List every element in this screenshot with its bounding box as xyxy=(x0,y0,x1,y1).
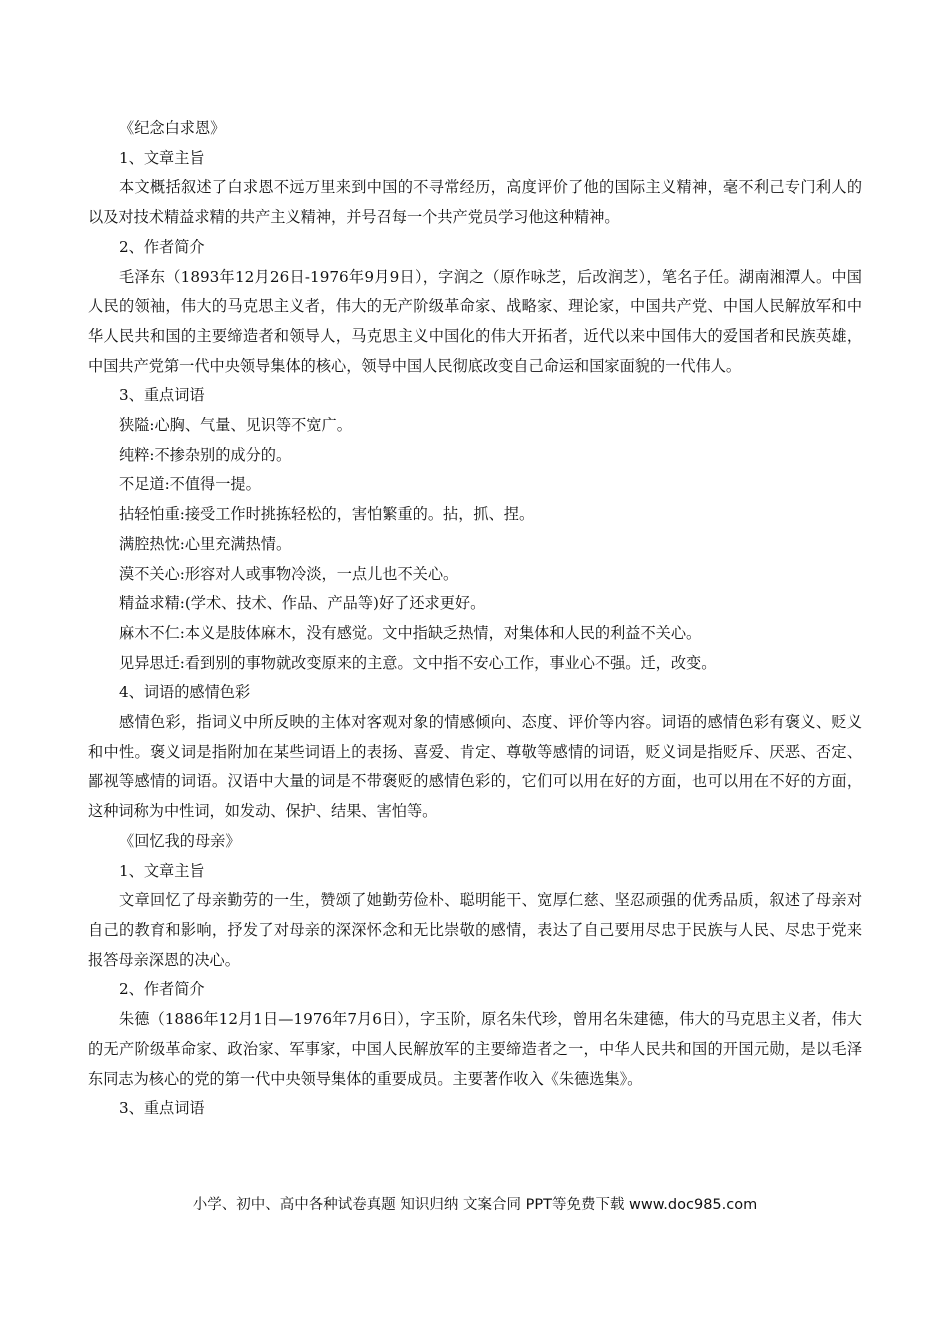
paragraph-author: 朱德（1886年12月1日—1976年7月6日），字玉阶，原名朱代珍，曾用名朱建德，伟大的马克思主义者，伟大的无产阶级革命家、政治家、军事家，中国人民解放军的主要缔造者之一，中华人民共和国的开国元勋，是以毛泽东同志为核心的党的第一代中央领导集体的重要成员。主要著作收入《朱德选集》。 xyxy=(88,1010,862,1088)
word-entry: 麻木不仁:本义是肢体麻木，没有感觉。文中指缺乏热情，对集体和人民的利益不关心。 xyxy=(119,623,702,642)
word-entry: 见异思迁:看到别的事物就改变原来的主意。文中指不安心工作，事业心不强。迁，改变。 xyxy=(119,653,717,672)
footer-text: 小学、初中、高中各种试卷真题 知识归纳 文案合同 PPT等免费下载 www.doc985.com xyxy=(192,1197,758,1213)
heading-key-words: 3、重点词语 xyxy=(119,1099,205,1118)
title-huiyi-muqin: 《回忆我的母亲》 xyxy=(119,831,241,850)
word-entry: 精益求精:(学术、技术、作品、产品等)好了还求更好。 xyxy=(119,594,486,613)
paragraph-author: 毛泽东（1893年12月26日-1976年9月9日），字润之（原作咏芝，后改润芝），笔名子任。湖南湘潭人。中国人民的领袖，伟大的马克思主义者，伟大的无产阶级革命家、战略家、理论家，中国共产党、中国人民解放军和中华人民共和国的主要缔造者和领导人，马克思主义中国化的伟大开拓者，近代以来中国伟大的爱国者和民族英雄，中国共产党第一代中央领导集体的核心，领导中国人民彻底改变自己命运和国家面貌的一代伟人。 xyxy=(88,267,862,375)
word-entry: 漠不关心:形容对人或事物冷淡，一点儿也不关心。 xyxy=(119,564,459,583)
heading-emotional-color: 4、词语的感情色彩 xyxy=(119,683,251,702)
heading-key-words: 3、重点词语 xyxy=(119,386,205,405)
heading-author: 2、作者简介 xyxy=(119,980,205,999)
heading-main-idea: 1、文章主旨 xyxy=(119,148,205,167)
word-entry: 狭隘:心胸、气量、见识等不宽广。 xyxy=(119,416,352,435)
paragraph-main-idea: 文章回忆了母亲勤劳的一生，赞颂了她勤劳俭朴、聪明能干、宽厚仁慈、坚忍顽强的优秀品质，叙述了母亲对自己的教育和影响，抒发了对母亲的深深怀念和无比崇敬的感情，表达了自己要用尽忠于民族与人民、尽忠于党来报答母亲深恩的决心。 xyxy=(88,891,862,969)
word-entry: 拈轻怕重:接受工作时挑拣轻松的，害怕繁重的。拈，抓、捏。 xyxy=(119,505,535,524)
heading-author: 2、作者简介 xyxy=(119,237,205,256)
paragraph-main-idea: 本文概括叙述了白求恩不远万里来到中国的不寻常经历，高度评价了他的国际主义精神，毫不利己专门利人的以及对技术精益求精的共产主义精神，并号召每一个共产党员学习他这种精神。 xyxy=(88,178,862,227)
paragraph-emotional-color: 感情色彩，指词义中所反映的主体对客观对象的情感倾向、态度、评价等内容。词语的感情色彩有褒义、贬义和中性。褒义词是指附加在某些词语上的表扬、喜爱、肯定、尊敬等感情的词语，贬义词是指贬斥、厌恶、否定、鄙视等感情的词语。汉语中大量的词是不带褒贬的感情色彩的，它们可以用在好的方面，也可以用在不好的方面，这种词称为中性词，如发动、保护、结果、害怕等。 xyxy=(88,713,862,821)
heading-main-idea: 1、文章主旨 xyxy=(119,861,205,880)
word-entry: 满腔热忱:心里充满热情。 xyxy=(119,534,292,553)
word-entry: 纯粹:不掺杂别的成分的。 xyxy=(119,445,292,464)
title-jinian-baiqiuen: 《纪念白求恩》 xyxy=(119,119,226,137)
document-body xyxy=(88,114,862,1124)
word-entry: 不足道:不值得一提。 xyxy=(119,475,261,494)
